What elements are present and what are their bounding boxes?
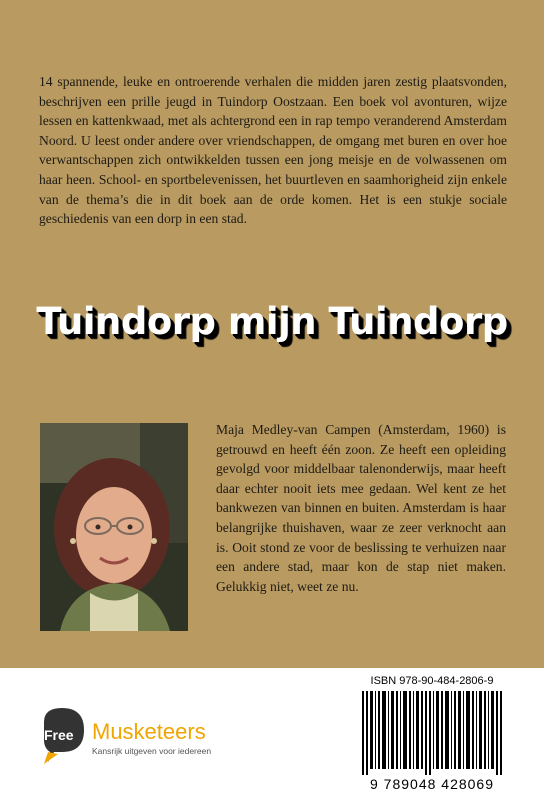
publisher-name: Musketeers	[92, 719, 206, 744]
blurb-text: 14 spannende, leuke en ontroerende verhalen die midden jaren zestig plaatsvonden, beschrijven een prille jeugd in Tuindorp Oostzaan. Een boek vol avonturen, wijze lessen en kattenkwaad, met als achtergrond een in rap tempo veranderend Amsterdam Noord. U leest onder andere over vriendschappen, de omgang met buren en over hoe verwantschappen zich ontwikkelden tussen een jong meisje en de volwassenen om haar heen. School- en sportbelevenissen, het buurtleven en saamhorigheid zijn enkele van de thema’s die in dit boek aan de orde komen. Het is een stukje sociale geschiedenis van een dorp in een stad.	[39, 74, 507, 227]
publisher-free-word: Free	[44, 727, 74, 743]
book-title: Tuindorp mijn Tuindorp	[36, 300, 508, 343]
author-bio: Maja Medley-van Campen (Amsterdam, 1960) is getrouwd en heeft één zoon. Ze heeft een opleiding gevolgd voor middelbaar talenonderwijs, maar heeft daar echter nooit iets mee gedaan. Wel kent ze het bankwezen van binnen en buiten. Amsterdam is haar belangrijke thuishaven, waar ze zeer verknocht aan is. Ooit stond ze voor de beslissing te verhuizen naar een andere stad, maar kon de stap niet maken. Gelukkig niet, weet ze nu.	[216, 422, 506, 594]
publisher-logo	[40, 700, 220, 770]
author-portrait-image	[40, 423, 188, 631]
isbn-digits: 9 789048 428069	[370, 776, 494, 792]
publisher-tagline: Kansrijk uitgeven voor iedereen	[92, 746, 212, 756]
barcode-icon	[362, 691, 506, 775]
isbn-barcode-block	[356, 675, 508, 793]
author-photo	[40, 423, 188, 631]
isbn-label: ISBN 978-90-484-2806-9	[370, 675, 494, 687]
